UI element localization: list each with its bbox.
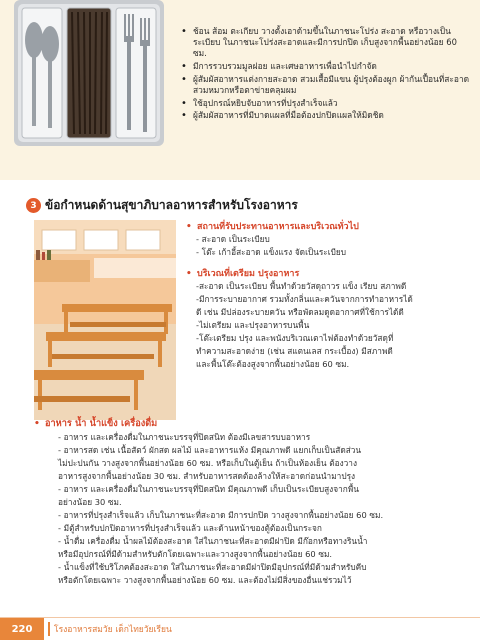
list-item: ดี เช่น มีปล่องระบายควัน หรือพัดลมดูดอากาศที่ใช้การได้ดี xyxy=(196,307,404,317)
list-item: - สะอาด เป็นระเบียบ xyxy=(196,234,270,244)
list-item: หรือมีอุปกรณ์ที่มีด้ามสำหรับตักโดยเฉพาะและวางสูงจากพื้นอย่างน้อย 60 ซม. xyxy=(58,549,333,559)
list-item: -ไม่เตรียม และปรุงอาหารบนพื้น xyxy=(196,320,310,330)
list-item: -สะอาด เป็นระเบียบ พื้นทำด้วยวัสดุถาวร แข็ง เรียบ สภาพดี xyxy=(196,281,407,291)
list-item: ทำความสะอาดง่าย (เช่น สแตนเลส กระเบื้อง) มีสภาพดี xyxy=(196,346,393,356)
section-title: ข้อกำหนดด้านสุขาภิบาลอาหารสำหรับโรงอาหาร xyxy=(45,198,298,212)
list-item: - อาหารที่ปรุงสำเร็จแล้ว เก็บในภาชนะที่สะอาด มีการปกปิด วางสูงจากพื้นอย่างน้อย 60 ซม. xyxy=(58,510,384,520)
list-item: • มีการรวบรวมมูลฝอย และเศษอาหารเพื่อนำไปกำจัด xyxy=(180,61,472,72)
page-footer xyxy=(0,618,480,640)
requirements-column xyxy=(186,221,474,380)
list-item: • ผู้สัมผัสอาหารที่มีบาดแผลที่มือต้องปกปิดแผลให้มิดชิด xyxy=(180,110,472,121)
page-number: 220 xyxy=(0,618,44,640)
list-item: - โต๊ะ เก้าอี้สะอาด แข็งแรง จัดเป็นระเบียบ xyxy=(196,247,346,257)
list-item: -มีการระบายอากาศ รวมทั้งกลิ่นและควันจากการทำอาหารได้ xyxy=(196,294,413,304)
list-item: - อาหาร และเครื่องดื่มในภาชนะบรรจุที่ปิดสนิท ต้องมีเลขสารบบอาหาร xyxy=(58,432,311,442)
list-item: -โต๊ะเตรียม ปรุง และพนังบริเวณเตาไฟต้องทำด้วยวัสดุที่ xyxy=(196,333,394,343)
list-item: ไม่ปะปนกัน วางสูงจากพื้นอย่างน้อย 60 ซม. หรือเก็บในตู้เย็น ถ้าเป็นห้องเย็น ต้องวาง xyxy=(58,458,357,468)
list-item: อาหารสูงจากพื้นอย่างน้อย 30 ซม. สำหรับอาหารสดต้องล้างให้สะอาดก่อนนำมาปรุง xyxy=(58,471,356,481)
top-bullet-list xyxy=(180,26,472,123)
list-item: และพื้นโต๊ะต้องสูงจากพื้นอย่างน้อย 60 ซม. xyxy=(196,359,350,369)
footer-separator xyxy=(48,622,50,636)
group-heading-food-water: • อาหาร น้ำ น้ำแข็ง เครื่องดื่ม xyxy=(34,418,474,430)
list-item: • ผู้สัมผัสอาหารแต่งกายสะอาด สวมเสื้อมีแขน ผู้ปรุงต้องผูก ผ้ากันเปื้อนที่สะอาด สวมหมวกหรือตาข่ายคลุมผม xyxy=(180,74,472,96)
list-item: - น้ำแข็งที่ใช้บริโภคต้องสะอาด ใส่ในภาชนะที่สะอาดมีฝาปิดมีอุปกรณ์ที่มีด้ามสำหรับคีบ xyxy=(58,562,367,572)
cutlery-tray-image xyxy=(14,0,164,146)
list-item: - อาหารสด เช่น เนื้อสัตว์ ผักสด ผลไม้ และอาหารแห้ง มีคุณภาพดี แยกเก็บเป็นสัดส่วน xyxy=(58,445,362,455)
footer-title: โรงอาหารสมวัย เด็กไทยวัยเรียน xyxy=(54,625,172,635)
cafeteria-image xyxy=(34,220,176,420)
group-heading-kitchen-area: • บริเวณที่เตรียม ปรุงอาหาร xyxy=(186,268,474,280)
list-item: - อาหาร และเครื่องดื่มในภาชนะบรรจุที่ปิดสนิท มีคุณภาพดี เก็บเป็นระเบียบสูงจากพื้น xyxy=(58,484,359,494)
section-heading xyxy=(26,196,298,215)
section-number-badge: 3 xyxy=(26,198,41,213)
list-item: หรือตักโดยเฉพาะ วางสูงจากพื้นอย่างน้อย 60 ซม. และต้องไม่มีสิ่งของอื่นแช่รวมไว้ xyxy=(58,575,352,585)
list-item: อย่างน้อย 30 ซม. xyxy=(58,497,122,507)
food-water-list xyxy=(34,431,474,587)
food-water-section xyxy=(34,418,474,596)
list-item: • ใช้อุปกรณ์หยิบจับอาหารที่ปรุงสำเร็จแล้ว xyxy=(180,98,472,109)
dining-area-list xyxy=(186,233,474,259)
list-item: - น้ำดื่ม เครื่องดื่ม น้ำผลไม้ต้องสะอาด ใส่ในภาชนะที่สะอาดมีฝาปิด มีก๊อกหรือทางรินน้ำ xyxy=(58,536,368,546)
list-item: • ช้อน ส้อม ตะเกียบ วางตั้งเอาด้ามขึ้นในภาชนะโปร่ง สะอาด หรือวางเป็นระเบียบ ในภาชนะโปร่งสะอาดและมีการปกปิด เก็บสูงจากพื้นอย่างน้อย 60 ซม. xyxy=(180,26,472,60)
group-heading-dining-area: • สถานที่รับประทานอาหารและบริเวณทั่วไป xyxy=(186,221,474,233)
kitchen-area-list xyxy=(186,280,474,371)
list-item: - มีตู้สำหรับปกปิดอาหารที่ปรุงสำเร็จแล้ว และด้านหน้าของตู้ต้องเป็นกระจก xyxy=(58,523,322,533)
